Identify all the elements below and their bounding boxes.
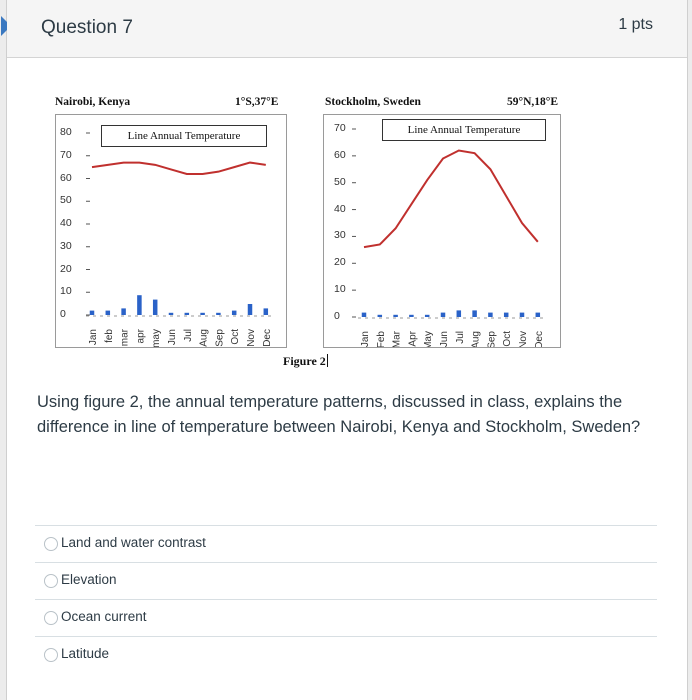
precip-bar bbox=[121, 308, 126, 315]
precip-bar bbox=[425, 315, 430, 317]
stockholm-location: Stockholm, Sweden bbox=[325, 96, 421, 108]
precip-bar bbox=[488, 313, 493, 317]
answer-option[interactable] bbox=[35, 599, 657, 636]
question-points: 1 pts bbox=[618, 16, 653, 33]
answer-option[interactable] bbox=[35, 525, 657, 562]
y-tick-label: 0 bbox=[60, 308, 66, 320]
radio-button[interactable] bbox=[44, 648, 58, 662]
month-label: Jan bbox=[360, 331, 371, 347]
month-label: Dec bbox=[533, 331, 545, 347]
y-tick-label: 20 bbox=[334, 256, 346, 269]
month-label: Aug bbox=[198, 329, 210, 347]
stockholm-coords: 59°N,18°E bbox=[507, 96, 559, 108]
month-label: Feb bbox=[375, 331, 387, 347]
precip-bar bbox=[504, 313, 509, 317]
question-title: Question 7 bbox=[41, 17, 133, 38]
temperature-line bbox=[92, 163, 266, 174]
month-label: Dec bbox=[261, 329, 273, 347]
answer-label: Land and water contrast bbox=[61, 535, 206, 550]
month-label: Jul bbox=[182, 329, 194, 342]
answer-label: Elevation bbox=[61, 572, 117, 587]
month-label: feb bbox=[103, 329, 115, 343]
nairobi-legend: Line Annual Temperature bbox=[101, 125, 267, 147]
y-tick-label: 30 bbox=[60, 239, 72, 252]
precip-bar bbox=[378, 315, 383, 317]
y-tick-label: 60 bbox=[334, 148, 346, 161]
month-label: Aug bbox=[470, 331, 482, 347]
month-label: Nov bbox=[518, 331, 529, 347]
y-tick-label: 30 bbox=[334, 229, 346, 242]
y-tick-label: 40 bbox=[334, 202, 346, 215]
answer-list bbox=[35, 525, 657, 673]
precip-bar bbox=[457, 310, 462, 317]
month-label: Mar bbox=[391, 331, 403, 347]
month-label: mar bbox=[119, 329, 131, 347]
stockholm-chart bbox=[323, 114, 561, 348]
nairobi-chart-svg bbox=[56, 115, 286, 347]
precip-bar bbox=[106, 311, 111, 315]
precip-bar bbox=[264, 308, 269, 315]
figure-caption: Figure 2 bbox=[283, 354, 328, 369]
precip-bar bbox=[441, 313, 446, 317]
month-label: Jan bbox=[88, 329, 99, 346]
y-tick-label: 10 bbox=[334, 283, 346, 296]
precip-bar bbox=[248, 304, 253, 315]
precip-bar bbox=[185, 313, 190, 315]
radio-button[interactable] bbox=[44, 611, 58, 625]
answer-option[interactable] bbox=[35, 636, 657, 673]
question-card bbox=[6, 0, 688, 700]
stockholm-chart-svg bbox=[324, 115, 560, 347]
precip-bar bbox=[409, 315, 414, 317]
precip-bar bbox=[169, 313, 174, 315]
precip-bar bbox=[536, 313, 541, 317]
precip-bar bbox=[200, 313, 205, 315]
stockholm-legend: Line Annual Temperature bbox=[382, 119, 546, 141]
precip-bar bbox=[90, 311, 95, 315]
month-label: apr bbox=[135, 329, 147, 344]
y-tick-label: 10 bbox=[60, 285, 72, 298]
radio-button[interactable] bbox=[44, 574, 58, 588]
month-label: Sep bbox=[214, 329, 226, 347]
y-tick-label: 0 bbox=[334, 310, 340, 322]
month-label: Nov bbox=[246, 329, 257, 347]
y-tick-label: 70 bbox=[334, 122, 346, 134]
month-label: Oct bbox=[230, 329, 242, 345]
precip-bar bbox=[232, 311, 237, 315]
nairobi-location: Nairobi, Kenya bbox=[55, 96, 131, 108]
figure-2 bbox=[7, 60, 687, 380]
precip-bar bbox=[362, 313, 367, 317]
month-label: Apr bbox=[407, 331, 419, 347]
y-tick-label: 20 bbox=[60, 262, 72, 275]
temperature-line bbox=[364, 150, 538, 247]
precip-bar bbox=[472, 310, 477, 317]
precip-bar bbox=[216, 313, 221, 315]
y-tick-label: 60 bbox=[60, 171, 72, 184]
y-tick-label: 80 bbox=[60, 126, 72, 138]
precip-bar bbox=[153, 300, 158, 315]
answer-option[interactable] bbox=[35, 562, 657, 599]
month-label: Oct bbox=[502, 331, 514, 347]
month-label: may bbox=[151, 329, 163, 347]
question-header bbox=[7, 0, 687, 58]
nairobi-chart bbox=[55, 114, 287, 348]
precip-bar bbox=[520, 313, 525, 317]
y-tick-label: 50 bbox=[60, 194, 72, 207]
precip-bar bbox=[137, 295, 142, 315]
precip-bar bbox=[393, 315, 398, 317]
nairobi-coords: 1°S,37°E bbox=[235, 96, 279, 108]
answer-label: Ocean current bbox=[61, 609, 147, 624]
answer-label: Latitude bbox=[61, 646, 110, 661]
radio-button[interactable] bbox=[44, 537, 58, 551]
y-tick-label: 70 bbox=[60, 148, 72, 161]
y-tick-label: 50 bbox=[334, 175, 346, 188]
question-text: Using figure 2, the annual temperature patterns, discussed in class, explains the difference in line of temperature between Nairobi, Kenya and Stockholm, Sweden? bbox=[37, 393, 641, 436]
month-label: Jun bbox=[167, 329, 178, 346]
month-label: Jun bbox=[439, 331, 450, 347]
y-tick-label: 40 bbox=[60, 217, 72, 229]
month-label: Jul bbox=[454, 331, 466, 344]
month-label: Sep bbox=[486, 331, 498, 347]
month-label: May bbox=[423, 331, 435, 347]
